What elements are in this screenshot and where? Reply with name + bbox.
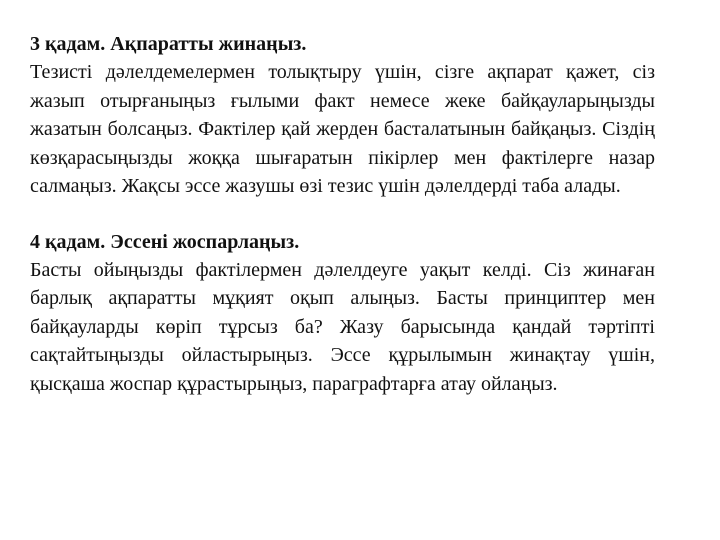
- step-3-paragraph: Тезисті дәлелдемелермен толықтыру үшін, сізге ақпарат қажет, сіз жазып отырғаныңыз ғылыми факт немесе жеке байқауларыңызды жазатын болсаңыз. Фактілер қай жерден басталатынын байқаңыз. Сіздің көзқарасыңызды жоққа шығаратын пікірлер мен фактілерге назар салмаңыз. Жақсы эссе жазушы өзі тезис үшін дәлелдерді таба алады.: [30, 61, 655, 197]
- step-4-section: [30, 228, 655, 399]
- document-page: [30, 30, 655, 398]
- step-4-paragraph: Басты ойыңызды фактілермен дәлелдеуге уақыт келді. Сіз жинаған барлық ақпаратты мұқият оқып алыңыз. Басты принциптер мен байқауларды көріп тұрсыз ба? Жазу барысында қандай тәртіпті сақтайтыңызды ойластырыңыз. Эссе құрылымын жинақтау үшін, қысқаша жоспар құрастырыңыз, параграфтарға атау ойлаңыз.: [30, 258, 655, 395]
- step-4-heading: 4 қадам. Эссені жоспарлаңыз.: [30, 230, 300, 253]
- step-3-heading: 3 қадам. Ақпаратты жинаңыз.: [30, 33, 307, 55]
- step-3-section: [30, 30, 655, 201]
